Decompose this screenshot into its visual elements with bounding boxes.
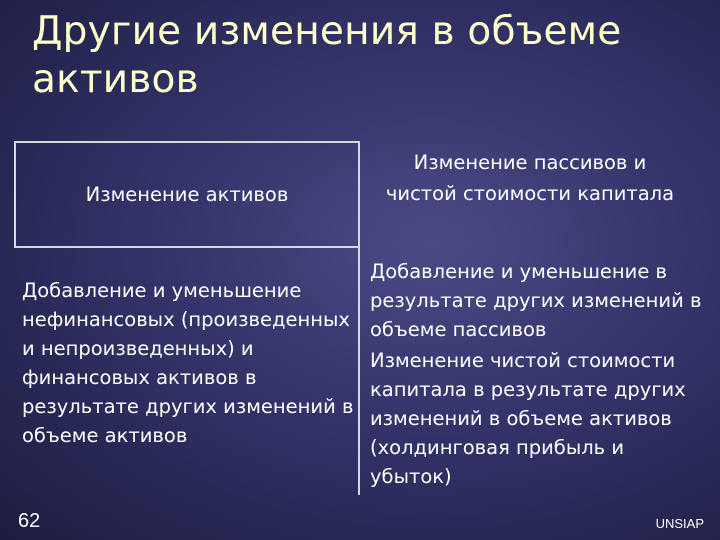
header-liabilities: Изменение пассивов и чистой стоимости капитала bbox=[385, 151, 675, 205]
liabilities-change-item-1: Добавление и уменьшение в результате других изменений в объеме пассивов bbox=[370, 260, 702, 341]
assets-change-cell: Добавление и уменьшение нефинансовых (произведенных и непроизведенных) и финансовых активов в результате других изменений в объеме активов bbox=[22, 279, 354, 447]
footer-organization: UNSIAP bbox=[655, 516, 704, 531]
table-column-divider bbox=[358, 141, 360, 495]
table-header-divider bbox=[14, 246, 360, 248]
liabilities-change-item-2: Изменение чистой стоимости капитала в результате других изменений в объеме активов (холдинговая прибыль и убыток) bbox=[370, 349, 686, 488]
slide-title: Другие изменения в объеме активов bbox=[32, 9, 622, 102]
slide-number: 62 bbox=[18, 510, 41, 532]
table-top-border bbox=[14, 141, 360, 143]
header-assets: Изменение активов bbox=[85, 183, 289, 206]
